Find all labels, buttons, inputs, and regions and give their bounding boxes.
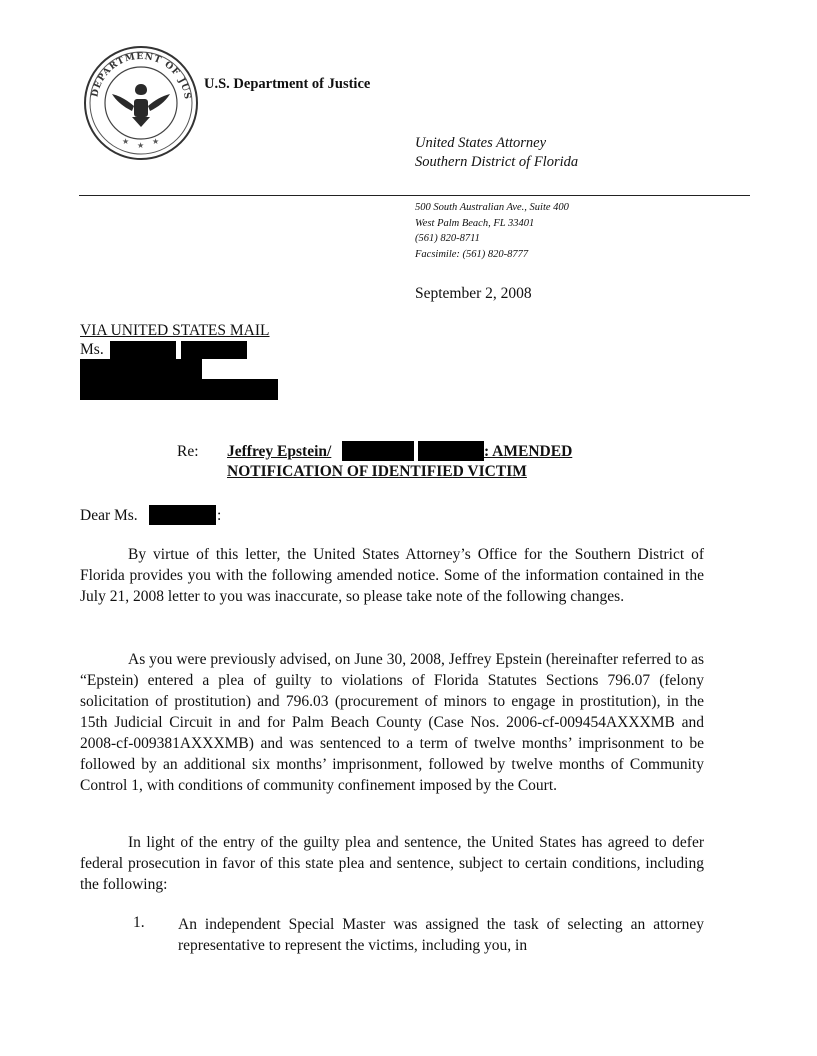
re-line-1-suffix [484,443,572,461]
redaction-box [110,341,176,359]
re-amended: : AMENDED [484,443,573,460]
letterhead-divider [79,195,750,196]
body-paragraph: In light of the entry of the guilty plea and sentence, the United States has agreed to defer federal prosecution in favor of this state plea and sentence, subject to certain conditions, including the following: [80,834,704,893]
re-line-1 [227,443,331,461]
recipient-prefix: Ms. [80,341,104,358]
delivery-method: VIA UNITED STATES MAIL [80,322,270,339]
svg-text:★: ★ [152,137,160,146]
address-line: 500 South Australian Ave., Suite 400 [415,202,569,213]
seal-text: DEPARTMENT OF JUS [90,51,193,101]
redaction-box [342,441,414,461]
letter-date: September 2, 2008 [415,285,532,302]
office-address [415,200,569,262]
redaction-box [80,379,278,400]
office-line-1: United States Attorney [415,135,547,151]
greeting-colon: : [217,507,222,524]
redaction-box [80,359,202,379]
body-paragraph: By virtue of this letter, the United States Attorney’s Office for the Southern District of Florida provides you with the following amended notice. Some of the information contained in the July 21, 2008 letter to you was inaccurate, so please take note of the following changes. [80,546,704,605]
redaction-box [149,505,216,525]
greeting [80,507,138,525]
svg-text:★: ★ [122,137,130,146]
address-line: (561) 820-8711 [415,233,480,244]
list-item-number: 1. [133,914,145,931]
address-line: West Palm Beach, FL 33401 [415,217,535,229]
redaction-box [418,441,484,461]
office-name [415,134,578,172]
svg-text:★: ★ [137,141,145,150]
re-label: Re: [177,443,199,460]
doj-seal-icon [82,44,200,162]
list-item-text: An independent Special Master was assigned the task of selecting an attorney representative to represent the victims, including you, in [178,916,704,954]
redaction-box [181,341,247,359]
re-line-2: NOTIFICATION OF IDENTIFIED VICTIM [227,463,527,480]
office-line-2: Southern District of Florida [415,154,579,170]
department-name: U.S. Department of Justice [204,76,371,92]
re-name: Jeffrey Epstein/ [227,443,332,460]
address-line: Facsimile: (561) 820-8777 [415,248,529,260]
doj-seal [82,44,200,162]
greeting-prefix: Dear Ms. [80,507,138,524]
body-paragraph: As you were previously advised, on June 30, 2008, Jeffrey Epstein (hereinafter referred to as “Epstein) entered a plea of guilty to violations of Florida Statutes Sections 796.07 (felony solicitation of prostitution) and 796.03 (procurement of minors to engage in prostitution), in the 15th Judicial Circuit in and for Palm Beach County (Case Nos. 2006-cf-009454AXXXMB and 2008-cf-009381AXXXMB) and was sentenced to a term of twelve months’ imprisonment to be followed by an additional six months’ imprisonment, followed by twelve months of Community Control 1, with conditions of community confinement imposed by the Court. [80,651,704,794]
